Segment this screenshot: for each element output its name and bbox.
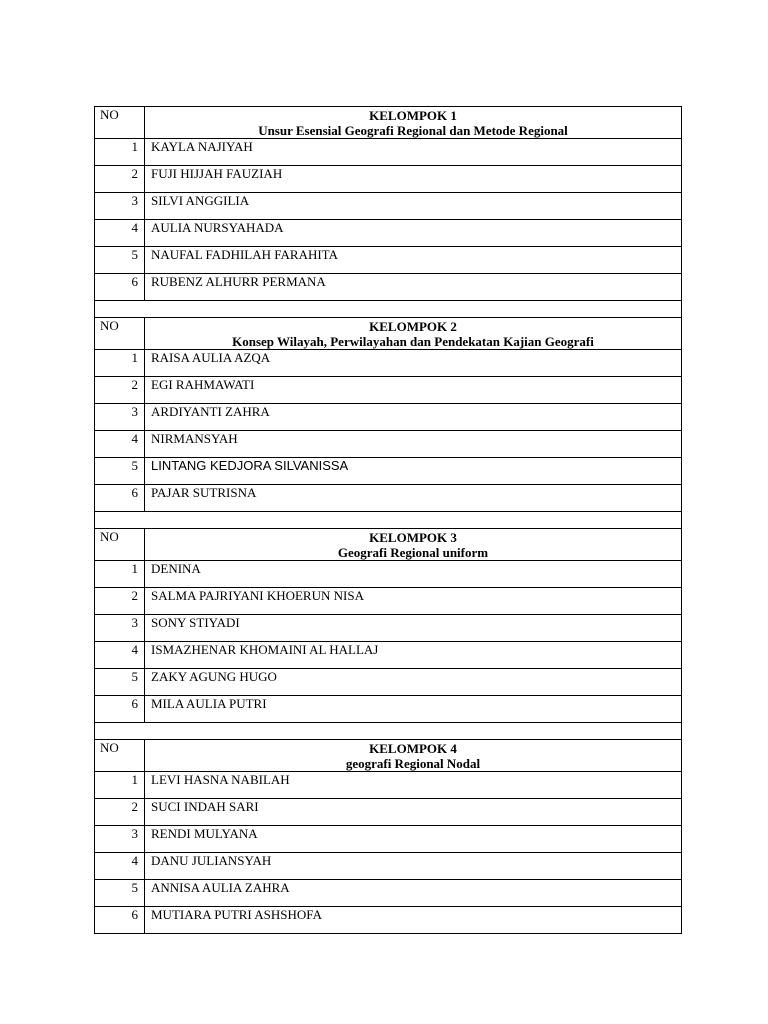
group-title-cell <box>145 529 682 561</box>
member-number: 4 <box>95 853 145 880</box>
group-spacer-row <box>95 723 682 740</box>
table-row <box>95 799 682 826</box>
group-title-cell <box>145 740 682 772</box>
member-number: 3 <box>95 193 145 220</box>
member-number: 1 <box>95 561 145 588</box>
member-name: ZAKY AGUNG HUGO <box>145 669 682 696</box>
member-number: 1 <box>95 139 145 166</box>
table-row <box>95 193 682 220</box>
group-header-row <box>95 740 682 772</box>
member-name: PAJAR SUTRISNA <box>145 485 682 512</box>
member-name: RUBENZ ALHURR PERMANA <box>145 274 682 301</box>
group-spacer-row <box>95 512 682 529</box>
member-name: MILA AULIA PUTRI <box>145 696 682 723</box>
table-row <box>95 853 682 880</box>
member-name: ISMAZHENAR KHOMAINI AL HALLAJ <box>145 642 682 669</box>
table-row <box>95 274 682 301</box>
table-row <box>95 377 682 404</box>
member-number: 2 <box>95 799 145 826</box>
no-column-header: NO <box>95 318 145 350</box>
member-name: SONY STIYADI <box>145 615 682 642</box>
member-name: AULIA NURSYAHADA <box>145 220 682 247</box>
group-header-row <box>95 107 682 139</box>
table-row <box>95 669 682 696</box>
table-row <box>95 139 682 166</box>
table-row <box>95 485 682 512</box>
member-name: FUJI HIJJAH FAUZIAH <box>145 166 682 193</box>
member-number: 2 <box>95 377 145 404</box>
group-title: KELOMPOK 1 <box>369 108 457 123</box>
group-topic: Geografi Regional uniform <box>337 545 489 560</box>
table-row <box>95 350 682 377</box>
table-row <box>95 907 682 934</box>
member-name: RENDI MULYANA <box>145 826 682 853</box>
table-row <box>95 166 682 193</box>
table-row <box>95 615 682 642</box>
group-title: KELOMPOK 2 <box>369 319 457 334</box>
member-name: NAUFAL FADHILAH FARAHITA <box>145 247 682 274</box>
member-name: RAISA AULIA AZQA <box>145 350 682 377</box>
member-name: ARDIYANTI ZAHRA <box>145 404 682 431</box>
group-title-cell <box>145 107 682 139</box>
group-spacer-row <box>95 301 682 318</box>
spacer-cell <box>95 301 682 318</box>
member-number: 6 <box>95 485 145 512</box>
group-list-document <box>94 106 675 934</box>
member-name: DENINA <box>145 561 682 588</box>
table-row <box>95 826 682 853</box>
table-row <box>95 588 682 615</box>
group-topic: Konsep Wilayah, Perwilayahan dan Pendekatan Kajian Geografi <box>232 334 594 349</box>
member-name: DANU JULIANSYAH <box>145 853 682 880</box>
member-name: MUTIARA PUTRI ASHSHOFA <box>145 907 682 934</box>
member-number: 6 <box>95 696 145 723</box>
member-number: 2 <box>95 166 145 193</box>
table-row <box>95 220 682 247</box>
no-column-header: NO <box>95 740 145 772</box>
table-row <box>95 247 682 274</box>
table-row <box>95 642 682 669</box>
spacer-cell <box>95 723 682 740</box>
member-number: 4 <box>95 431 145 458</box>
table-row <box>95 772 682 799</box>
group-topic: geografi Regional Nodal <box>345 756 481 771</box>
group-header-row <box>95 529 682 561</box>
member-name: EGI RAHMAWATI <box>145 377 682 404</box>
member-number: 1 <box>95 772 145 799</box>
member-number: 5 <box>95 247 145 274</box>
group-title: KELOMPOK 3 <box>369 530 457 545</box>
group-header-row <box>95 318 682 350</box>
member-name: KAYLA NAJIYAH <box>145 139 682 166</box>
member-number: 2 <box>95 588 145 615</box>
member-number: 4 <box>95 642 145 669</box>
group-table <box>94 106 682 934</box>
member-number: 4 <box>95 220 145 247</box>
member-number: 3 <box>95 615 145 642</box>
no-column-header: NO <box>95 529 145 561</box>
member-number: 6 <box>95 274 145 301</box>
group-topic: Unsur Esensial Geografi Regional dan Metode Regional <box>258 123 568 138</box>
member-number: 5 <box>95 880 145 907</box>
group-title-cell <box>145 318 682 350</box>
member-name: NIRMANSYAH <box>145 431 682 458</box>
no-column-header: NO <box>95 107 145 139</box>
member-number: 5 <box>95 458 145 485</box>
table-row <box>95 696 682 723</box>
table-row <box>95 404 682 431</box>
member-number: 1 <box>95 350 145 377</box>
member-name: ANNISA AULIA ZAHRA <box>145 880 682 907</box>
member-name: SUCI INDAH SARI <box>145 799 682 826</box>
member-number: 3 <box>95 826 145 853</box>
member-number: 5 <box>95 669 145 696</box>
spacer-cell <box>95 512 682 529</box>
table-row <box>95 458 682 485</box>
member-number: 3 <box>95 404 145 431</box>
member-number: 6 <box>95 907 145 934</box>
table-row <box>95 561 682 588</box>
group-title: KELOMPOK 4 <box>369 741 457 756</box>
member-name: LINTANG KEDJORA SILVANISSA <box>145 458 682 485</box>
table-row <box>95 431 682 458</box>
table-row <box>95 880 682 907</box>
member-name: SALMA PAJRIYANI KHOERUN NISA <box>145 588 682 615</box>
member-name: SILVI ANGGILIA <box>145 193 682 220</box>
member-name: LEVI HASNA NABILAH <box>145 772 682 799</box>
